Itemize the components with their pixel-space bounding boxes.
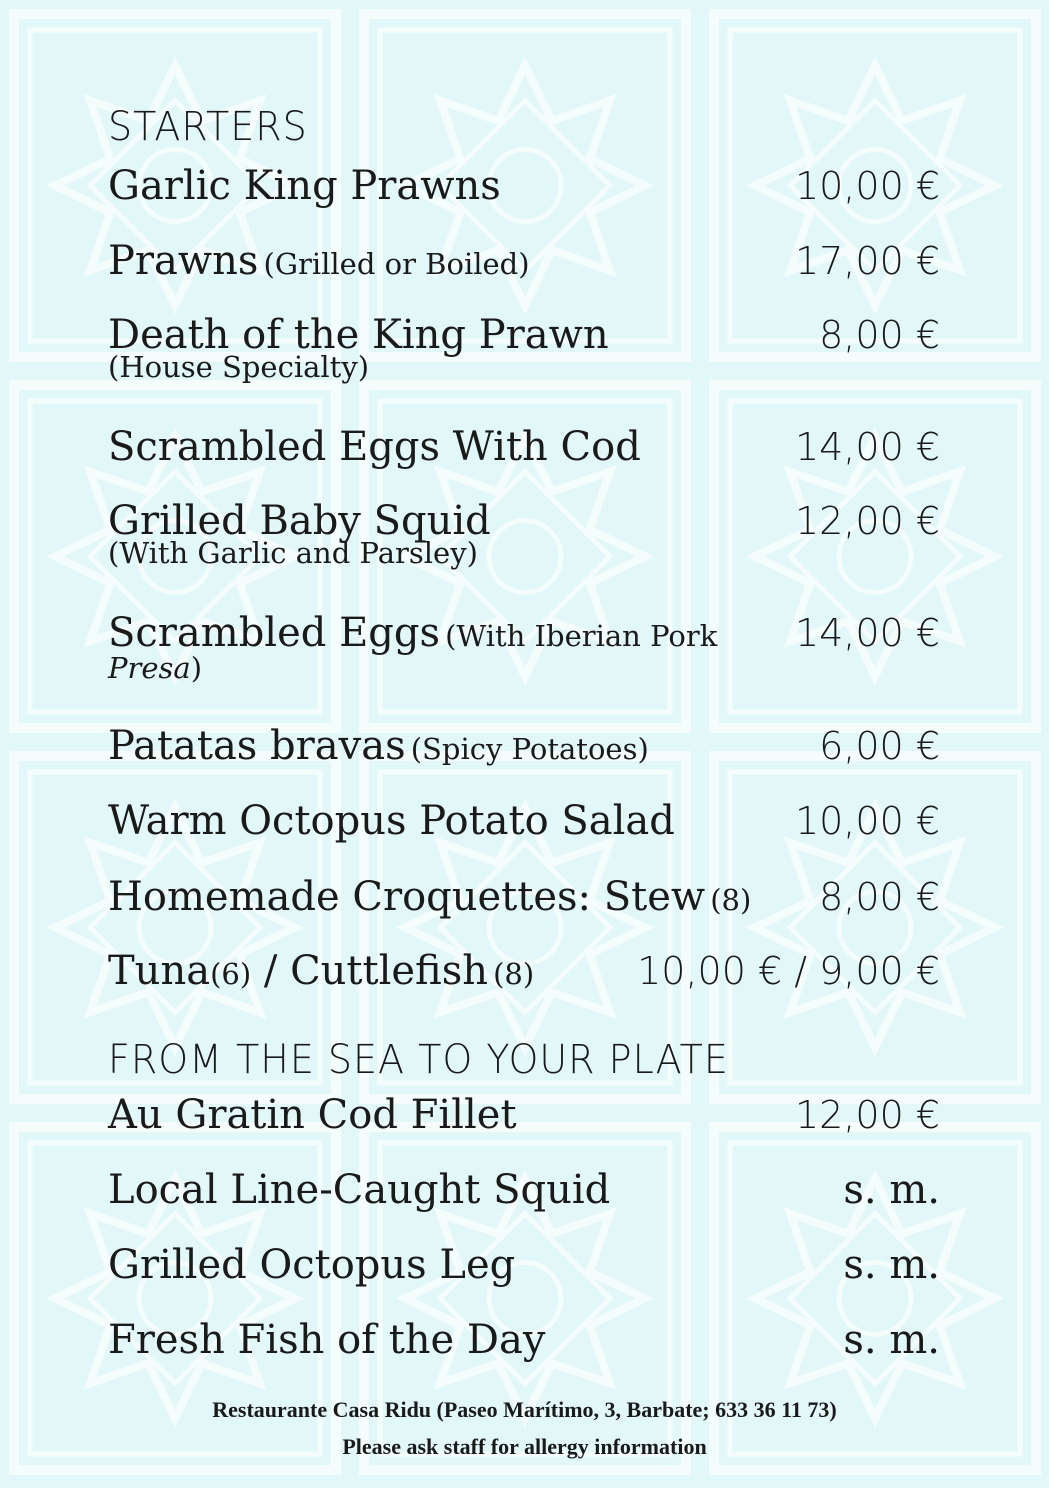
- item-subtitle: (With Garlic and Parsley): [108, 536, 478, 570]
- section-heading-sea: FROM THE SEA TO YOUR PLATE: [108, 1036, 729, 1083]
- item-note: (6): [210, 957, 252, 991]
- item-price: 10,00 €: [794, 164, 940, 208]
- item-name: Patatas bravas: [108, 723, 406, 769]
- menu-item: [108, 238, 940, 287]
- item-name: Cuttlefish: [290, 948, 489, 994]
- item-name: Death of the King Prawn: [108, 312, 609, 358]
- item-name: Homemade Croquettes: Stew: [108, 874, 706, 920]
- item-name: Au Gratin Cod Fillet: [108, 1092, 517, 1138]
- item-subtitle-italic: Presa: [108, 651, 191, 685]
- footer-address: Restaurante Casa Ridu (Paseo Marítimo, 3, Barbate; 633 36 11 73): [212, 1397, 837, 1422]
- item-name: Scrambled Eggs: [108, 610, 441, 656]
- menu-item: [108, 1167, 940, 1213]
- section-heading-starters: STARTERS: [108, 103, 308, 150]
- item-subtitle-close: ): [190, 651, 203, 685]
- menu-item: [108, 312, 940, 382]
- item-price: 10,00 €: [794, 799, 940, 843]
- item-name: Local Line-Caught Squid: [108, 1167, 611, 1213]
- item-note: (Grilled or Boiled): [263, 247, 530, 281]
- item-price: 8,00 €: [819, 875, 940, 919]
- item-price: 14,00 €: [794, 425, 940, 469]
- item-note: (8): [710, 883, 752, 917]
- menu-item: [108, 610, 940, 683]
- item-name: Grilled Octopus Leg: [108, 1242, 516, 1288]
- item-price: 10,00 € / 9,00 €: [637, 949, 940, 993]
- item-price: s. m.: [843, 1317, 940, 1363]
- menu-item: [108, 874, 940, 923]
- menu-item: [108, 163, 940, 209]
- menu-item: [108, 498, 940, 568]
- item-subtitle: (House Specialty): [108, 350, 370, 384]
- menu-item: [108, 723, 940, 772]
- item-name: Garlic King Prawns: [108, 163, 501, 209]
- item-price: 12,00 €: [794, 1093, 940, 1137]
- item-price: 12,00 €: [794, 499, 940, 543]
- menu-item: [108, 1092, 940, 1138]
- item-name: Warm Octopus Potato Salad: [108, 798, 675, 844]
- item-separator: /: [251, 948, 291, 994]
- menu-item: [108, 1242, 940, 1288]
- item-price: 6,00 €: [819, 724, 940, 768]
- item-price: s. m.: [843, 1242, 940, 1288]
- menu-item: [108, 798, 940, 844]
- item-name: Prawns: [108, 238, 259, 284]
- item-note: (8): [493, 957, 535, 991]
- item-note: (Spicy Potatoes): [410, 732, 649, 766]
- item-note: (With Iberian Pork: [445, 619, 718, 653]
- item-name: Fresh Fish of the Day: [108, 1317, 546, 1363]
- item-name: Scrambled Eggs With Cod: [108, 424, 641, 470]
- item-price: 17,00 €: [794, 239, 940, 283]
- item-price: 14,00 €: [794, 611, 940, 655]
- item-price: 8,00 €: [819, 313, 940, 357]
- item-name: Tuna: [108, 948, 211, 994]
- menu-item: [108, 424, 940, 470]
- item-price: s. m.: [843, 1167, 940, 1213]
- menu-item: [108, 1317, 940, 1363]
- menu-item: [108, 948, 940, 997]
- footer-allergy-note: Please ask staff for allergy information: [342, 1434, 707, 1459]
- item-name: Grilled Baby Squid: [108, 498, 491, 544]
